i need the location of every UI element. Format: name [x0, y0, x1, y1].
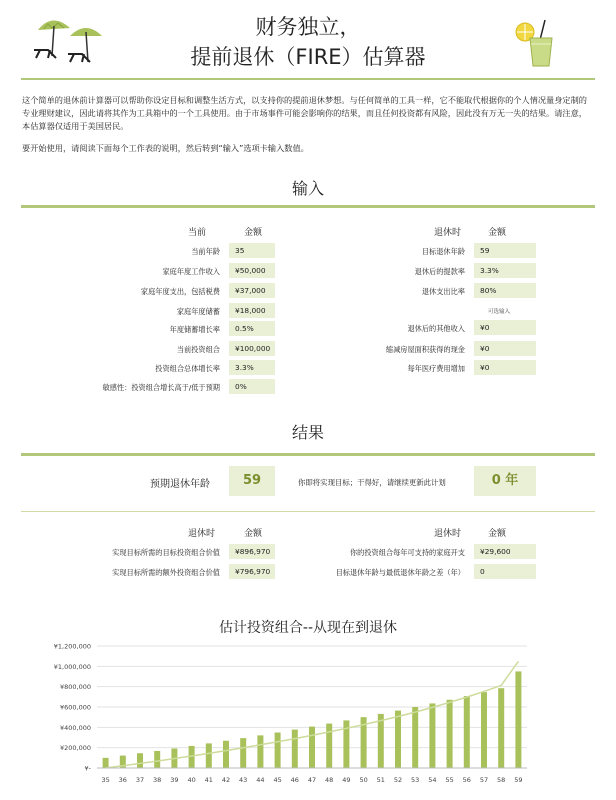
- input-value: ¥0: [474, 341, 536, 356]
- bar-44: [257, 735, 263, 768]
- bar-47: [309, 727, 315, 768]
- input-label: 退休后的提款率: [414, 267, 465, 276]
- expected-age-label: 预期退休年龄: [150, 479, 210, 490]
- results-message: 你即将实现目标；干得好，请继续更新此计划: [298, 478, 446, 487]
- bar-48: [326, 724, 332, 768]
- title-line-1: 财务独立，: [255, 15, 361, 39]
- input-value: 0.5%: [229, 321, 275, 336]
- input-value: 3.3%: [474, 263, 536, 278]
- input-value: 0: [474, 564, 536, 579]
- bar-42: [223, 741, 229, 768]
- bar-51: [378, 714, 384, 768]
- x-tick-label: 37: [135, 776, 145, 784]
- y-tick-label: ¥400,000: [59, 723, 91, 732]
- bar-58: [498, 688, 504, 768]
- x-tick-label: 35: [101, 776, 110, 784]
- input-value: 0%: [229, 379, 275, 394]
- input-value: ¥796,970: [229, 564, 275, 579]
- bar-53: [412, 707, 418, 768]
- input-value: ¥0: [474, 360, 536, 375]
- x-tick-label: 45: [273, 776, 282, 784]
- expected-age-value: 59: [229, 466, 275, 496]
- input-label: 年度储蓄增长率: [169, 325, 220, 334]
- input-label: 目标退休年龄与最低退休年龄之差（年）: [335, 568, 465, 577]
- input-label: 当前年龄: [191, 247, 220, 256]
- bar-38: [154, 751, 160, 768]
- intro-paragraph-1: 这个简单的退休前计算器可以帮助你设定目标和调整生活方式，以支持你的提前退休梦想。与任何简单的工具一样，它不能取代根据你的个人情况量身定制的专业理财建议，因此请将其作为工具箱中的一个工具使用。由于市场事件可能会影响你的结果，而且任何投资都有风险，因此没有万无一失的结果。请注意，本估算器仅适用于美国居民。: [22, 95, 587, 131]
- page-title: [0, 12, 616, 72]
- input-value: 35: [229, 243, 275, 258]
- input-label: 敏感性：投资组合增长高于/低于预期: [102, 383, 220, 392]
- input-label: 缩减房屋面积获得的现金: [385, 345, 465, 354]
- bar-46: [292, 730, 298, 768]
- input-label: 实现目标所需的额外投资组合价值: [112, 568, 220, 577]
- x-tick-label: 57: [479, 776, 489, 784]
- chart-title: 估计投资组合--从现在到退休: [218, 620, 398, 636]
- input-label: 目标退休年龄: [421, 247, 465, 256]
- bar-56: [464, 696, 470, 768]
- input-label: 退休支出比率: [421, 287, 465, 296]
- y-tick-label: ¥600,000: [59, 703, 91, 712]
- x-tick-label: 56: [462, 776, 471, 784]
- years-value: 0 年: [474, 466, 536, 496]
- inputs-left-col1: 当前: [188, 228, 207, 238]
- input-value: ¥37,000: [229, 283, 275, 298]
- input-label: 当前投资组合: [176, 345, 220, 354]
- input-value: 3.3%: [229, 360, 275, 375]
- x-tick-label: 38: [153, 776, 162, 784]
- x-tick-label: 50: [359, 776, 368, 784]
- x-tick-label: 53: [411, 776, 420, 784]
- results-divider: [21, 453, 595, 456]
- results-subdivider: [21, 511, 595, 512]
- x-tick-label: 48: [325, 776, 334, 784]
- x-tick-label: 42: [221, 776, 231, 784]
- input-label: 家庭年度储蓄: [176, 307, 220, 316]
- bar-59: [515, 671, 521, 768]
- y-tick-label: ¥-: [84, 764, 91, 773]
- input-value: ¥29,600: [474, 544, 536, 559]
- input-value: 80%: [474, 283, 536, 298]
- results-right-col2: 金额: [488, 529, 507, 539]
- input-value: ¥0: [474, 320, 536, 335]
- x-tick-label: 51: [376, 776, 385, 784]
- input-label: 每年医疗费用增加: [407, 364, 465, 373]
- input-label: 家庭年度支出，包括税费: [140, 287, 220, 296]
- x-tick-label: 52: [393, 776, 403, 784]
- inputs-right-col2: 金额: [488, 228, 507, 238]
- inputs-divider: [21, 205, 595, 208]
- x-tick-label: 54: [428, 776, 437, 784]
- header-divider: [21, 78, 595, 80]
- input-value: ¥896,970: [229, 544, 275, 559]
- inputs-right-col1: 退休时: [434, 228, 462, 238]
- input-label: 退休后的其他收入: [407, 324, 465, 333]
- bar-57: [481, 692, 487, 768]
- x-tick-label: 55: [445, 776, 454, 784]
- x-tick-label: 39: [170, 776, 179, 784]
- optional-input-note: 可选输入: [488, 309, 511, 315]
- x-tick-label: 59: [514, 776, 523, 784]
- input-value: ¥100,000: [229, 341, 275, 356]
- y-tick-label: ¥200,000: [59, 744, 91, 753]
- intro-paragraph-2: 要开始使用，请阅读下面每个工作表的说明，然后转到“输入”选项卡输入数值。: [22, 143, 309, 153]
- intro-text: [22, 94, 594, 164]
- bar-54: [429, 703, 435, 768]
- inputs-title: 输入: [291, 179, 324, 198]
- input-value: 59: [474, 243, 536, 258]
- input-label: 实现目标所需的目标投资组合价值: [112, 548, 220, 557]
- bar-43: [240, 738, 246, 768]
- bar-41: [206, 743, 212, 768]
- x-tick-label: 41: [204, 776, 213, 784]
- x-tick-label: 58: [497, 776, 506, 784]
- input-label: 投资组合总体增长率: [155, 364, 220, 373]
- results-left-col1: 退休时: [188, 529, 216, 539]
- title-line-2: 提前退休（FIRE）估算器: [190, 45, 426, 69]
- x-tick-label: 36: [118, 776, 127, 784]
- bar-52: [395, 711, 401, 768]
- input-label: 家庭年度工作收入: [162, 267, 220, 276]
- x-tick-label: 49: [342, 776, 351, 784]
- input-label: 你的投资组合每年可支持的家庭开支: [349, 548, 465, 557]
- x-tick-label: 46: [290, 776, 299, 784]
- x-tick-label: 40: [187, 776, 196, 784]
- bar-45: [275, 733, 281, 768]
- x-tick-label: 47: [307, 776, 317, 784]
- portfolio-chart: [0, 630, 616, 800]
- x-tick-label: 43: [239, 776, 248, 784]
- input-value: ¥18,000: [229, 303, 275, 318]
- inputs-left-col2: 金额: [244, 228, 263, 238]
- bar-55: [447, 700, 453, 768]
- input-value: ¥50,000: [229, 263, 275, 278]
- y-tick-label: ¥800,000: [59, 683, 91, 692]
- bar-37: [137, 753, 143, 768]
- results-right-col1: 退休时: [434, 529, 462, 539]
- results-left-col2: 金额: [244, 529, 263, 539]
- y-tick-label: ¥1,000,000: [53, 662, 91, 671]
- y-tick-label: ¥1,200,000: [53, 642, 91, 651]
- x-tick-label: 44: [256, 776, 265, 784]
- bar-35: [103, 758, 109, 768]
- results-title: 结果: [291, 423, 324, 442]
